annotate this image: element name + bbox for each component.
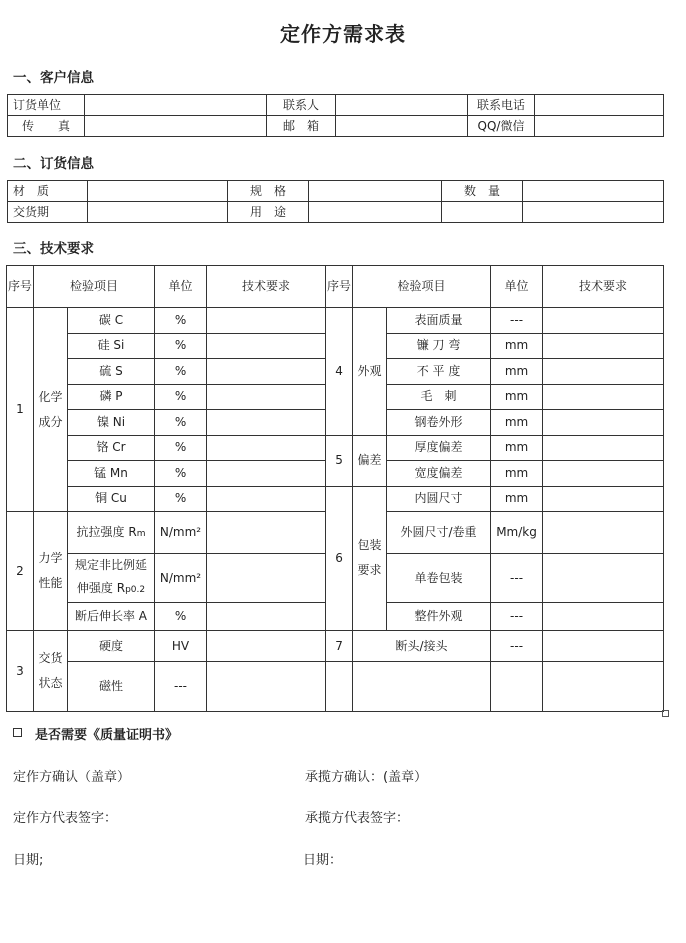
item-unit: % [155,461,207,487]
item-name: 宽度偏差 [387,461,491,487]
section-tech-heading: 三、技术要求 [13,241,94,257]
item-unit: mm [491,461,543,487]
requirement-field[interactable] [543,308,664,334]
header-item: 检验项目 [353,266,491,308]
item-name: 钢卷外形 [387,410,491,436]
delivery-field[interactable] [88,202,228,223]
seller-rep-label: 承揽方代表签字： [305,811,410,826]
label-qq-wechat: QQ/微信 [468,116,535,137]
item-name: 内圆尺寸 [387,486,491,512]
requirement-field[interactable] [207,512,326,554]
item-unit: N/mm² [155,512,207,554]
form-title: 定作方需求表 [280,22,406,46]
item-unit: Mm/kg [491,512,543,554]
header-seq: 序号 [326,266,353,308]
item-unit: % [155,603,207,631]
requirement-field[interactable] [207,435,326,461]
requirement-field[interactable] [207,359,326,385]
section-customer-heading: 一、客户信息 [13,70,94,86]
section-order-heading: 二、订货信息 [13,156,94,172]
group-number: 7 [326,631,353,662]
item-unit: N/mm² [155,554,207,603]
item-unit: mm [491,435,543,461]
item-name: 硫 S [68,359,155,385]
item-name: 整件外观 [387,603,491,631]
requirement-field[interactable] [543,603,664,631]
item-unit: % [155,435,207,461]
group-number: 3 [7,631,34,712]
item-unit: mm [491,410,543,436]
label-email: 邮 箱 [267,116,336,137]
item-name: 镰 刀 弯 [387,333,491,359]
tech-requirements-table [6,265,664,712]
group-number: 5 [326,435,353,486]
item-name: 锰 Mn [68,461,155,487]
requirement-field[interactable] [207,333,326,359]
contact-field[interactable] [336,95,468,116]
requirement-field[interactable] [543,512,664,554]
item-unit: mm [491,333,543,359]
empty-cell [543,662,664,712]
phone-field[interactable] [535,95,664,116]
item-unit: % [155,359,207,385]
requirement-field[interactable] [207,410,326,436]
requirement-field[interactable] [543,554,664,603]
group-category: 包装要求 [353,486,387,631]
header-unit: 单位 [155,266,207,308]
empty-cell [442,202,523,223]
item-name: 单卷包装 [387,554,491,603]
item-name: 不 平 度 [387,359,491,385]
requirement-field[interactable] [543,461,664,487]
label-contact: 联系人 [267,95,336,116]
empty-cell [326,662,353,712]
label-material: 材 质 [8,181,88,202]
item-name: 厚度偏差 [387,435,491,461]
order-unit-field[interactable] [85,95,267,116]
quantity-field[interactable] [523,181,664,202]
item-name: 硅 Si [68,333,155,359]
header-requirement: 技术要求 [543,266,664,308]
certificate-option[interactable] [13,724,178,743]
group-number: 6 [326,486,353,631]
email-field[interactable] [336,116,468,137]
requirement-field[interactable] [543,384,664,410]
order-info-table [7,180,664,223]
qq-wechat-field[interactable] [535,116,664,137]
buyer-confirm-label: 定作方确认（盖章） [13,770,131,785]
date-right-label: 日期： [303,853,343,868]
header-unit: 单位 [491,266,543,308]
requirement-field[interactable] [207,461,326,487]
requirement-field[interactable] [543,435,664,461]
group-number: 4 [326,308,353,436]
item-unit: % [155,333,207,359]
item-tensile-strength: 抗拉强度 Rm [68,512,155,554]
item-name: 铬 Cr [68,435,155,461]
item-unit: --- [491,554,543,603]
requirement-field[interactable] [207,486,326,512]
requirement-field[interactable] [543,359,664,385]
group-category: 偏差 [353,435,387,486]
certificate-label: 是否需要《质量证明书》 [35,728,179,743]
group-category: 交货状态 [34,631,68,712]
group-category: 化学成分 [34,308,68,512]
label-spec: 规 格 [228,181,309,202]
item-unit: % [155,308,207,334]
buyer-rep-label: 定作方代表签字： [13,811,118,826]
item-unit: % [155,410,207,436]
item-name: 断头/接头 [353,631,491,662]
empty-cell [523,202,664,223]
checkbox-icon[interactable] [13,728,22,737]
requirement-field[interactable] [543,486,664,512]
requirement-field[interactable] [207,631,326,662]
item-unit: mm [491,359,543,385]
requirement-field[interactable] [207,384,326,410]
item-name: 碳 C [68,308,155,334]
item-name: 硬度 [68,631,155,662]
header-item: 检验项目 [34,266,155,308]
requirement-field[interactable] [543,333,664,359]
label-usage: 用 途 [228,202,309,223]
empty-cell [353,662,491,712]
item-name: 镍 Ni [68,410,155,436]
header-requirement: 技术要求 [207,266,326,308]
label-fax: 传 真 [8,116,85,137]
item-unit: --- [491,631,543,662]
item-name: 磁性 [68,662,155,712]
customer-info-table [7,94,664,137]
item-unit: --- [491,603,543,631]
requirement-field[interactable] [207,603,326,631]
table-corner-handle [662,710,669,717]
item-unit: mm [491,384,543,410]
group-category: 外观 [353,308,387,436]
label-phone: 联系电话 [468,95,535,116]
item-name: 磷 P [68,384,155,410]
fax-field[interactable] [85,116,267,137]
group-number: 2 [7,512,34,631]
item-name: 表面质量 [387,308,491,334]
group-number: 1 [7,308,34,512]
empty-cell [491,662,543,712]
requirement-field[interactable] [543,631,664,662]
item-unit: % [155,486,207,512]
usage-field[interactable] [309,202,442,223]
item-proof-strength: 规定非比例延 伸强度 Rp0.2 [68,554,155,603]
item-unit: mm [491,486,543,512]
requirement-field[interactable] [207,308,326,334]
item-unit: HV [155,631,207,662]
label-quantity: 数 量 [442,181,523,202]
item-unit: % [155,384,207,410]
requirement-field[interactable] [207,662,326,712]
material-field[interactable] [88,181,228,202]
requirement-field[interactable] [207,554,326,603]
item-name: 断后伸长率 A [68,603,155,631]
date-left-label: 日期; [13,853,44,868]
item-name: 外圆尺寸/卷重 [387,512,491,554]
spec-field[interactable] [309,181,442,202]
seller-confirm-label: 承揽方确认：(盖章） [305,770,428,785]
item-name: 毛 刺 [387,384,491,410]
item-unit: --- [491,308,543,334]
item-unit: --- [155,662,207,712]
label-delivery: 交货期 [8,202,88,223]
label-order-unit: 订货单位 [8,95,85,116]
requirement-field[interactable] [543,410,664,436]
group-category: 力学性能 [34,512,68,631]
header-seq: 序号 [7,266,34,308]
item-name: 铜 Cu [68,486,155,512]
